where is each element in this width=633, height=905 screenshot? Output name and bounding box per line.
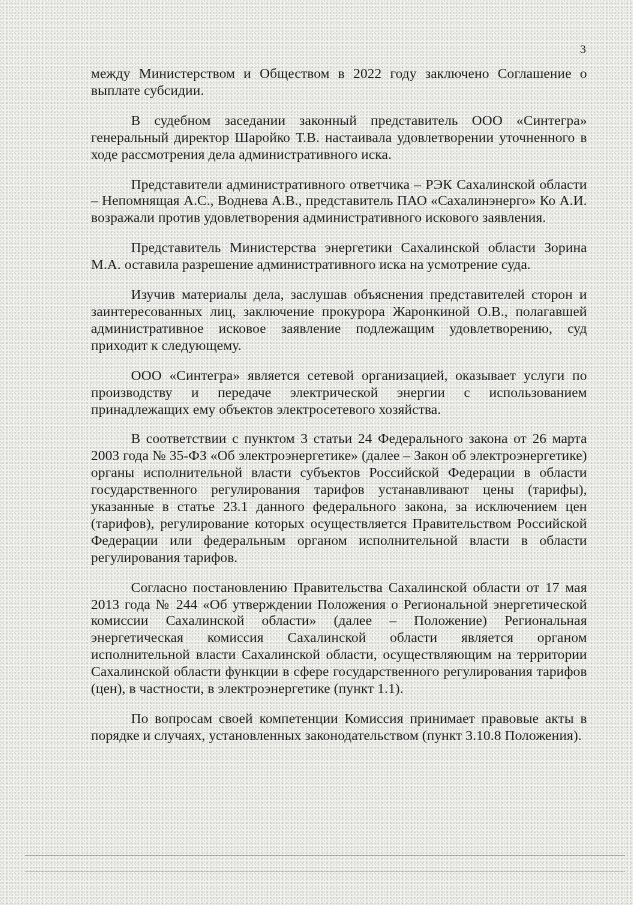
document-body <box>91 66 587 758</box>
paragraph: ООО «Синтегра» является сетевой организацией, оказывает услуги по производству и передаче электрической энергии с использованием принадлежащих ему объектов электросетевого хозяйства. <box>91 367 587 418</box>
paragraph: Согласно постановлению Правительства Сахалинской области от 17 мая 2013 года № 244 «Об утверждении Положения о Региональной энергетической комиссии Сахалинской области» (далее – Положение) Региональная энергетическая комиссия Сахалинской области является органом исполнительной власти Сахалинской области, осуществляющим на территории Сахалинской области функции в сфере государственного регулирования тарифов (цен), в частности, в электроэнергетике (пункт 1.1). <box>91 579 587 698</box>
scan-fold-line <box>25 855 625 856</box>
scan-fold-line <box>25 871 625 872</box>
paragraph: Представители административного ответчика – РЭК Сахалинской области – Непомнящая А.С., Воднева А.В., представитель ПАО «Сахалинэнерго» Ко А.И. возражали против удовлетворения административного искового заявления. <box>91 176 587 227</box>
paragraph: По вопросам своей компетенции Комиссия принимает правовые акты в порядке и случаях, установленных законодательством (пункт 3.10.8 Положения). <box>91 711 587 744</box>
paragraph: между Министерством и Обществом в 2022 году заключено Соглашение о выплате субсидии. <box>91 66 587 99</box>
paragraph: Изучив материалы дела, заслушав объяснения представителей сторон и заинтересованных лиц, заключение прокурора Жаронкиной О.В., полагавшей административное исковое заявление подлежащим удовлетворению, суд приходит к следующему. <box>91 287 587 354</box>
page-number: 3 <box>580 42 586 56</box>
paragraph: В соответствии с пунктом 3 статьи 24 Федерального закона от 26 марта 2003 года № 35-ФЗ «Об электроэнергетике» (далее – Закон об электроэнергетике) органы исполнительной власти субъектов Российской Федерации в области государственного регулирования тарифов устанавливают цены (тарифы), указанные в статье 23.1 данного федерального закона, за исключением цен (тарифов), регулирование которых осуществляется Правительством Российской Федерации или федеральным органом исполнительной власти в области регулирования тарифов. <box>91 431 587 566</box>
paragraph: В судебном заседании законный представитель ООО «Синтегра» генеральный директор Шаройко Т.В. настаивала удовлетворении уточненного в ходе рассмотрения дела административного иска. <box>91 112 587 163</box>
paragraph: Представитель Министерства энергетики Сахалинской области Зорина М.А. оставила разрешение административного иска на усмотрение суда. <box>91 240 587 274</box>
